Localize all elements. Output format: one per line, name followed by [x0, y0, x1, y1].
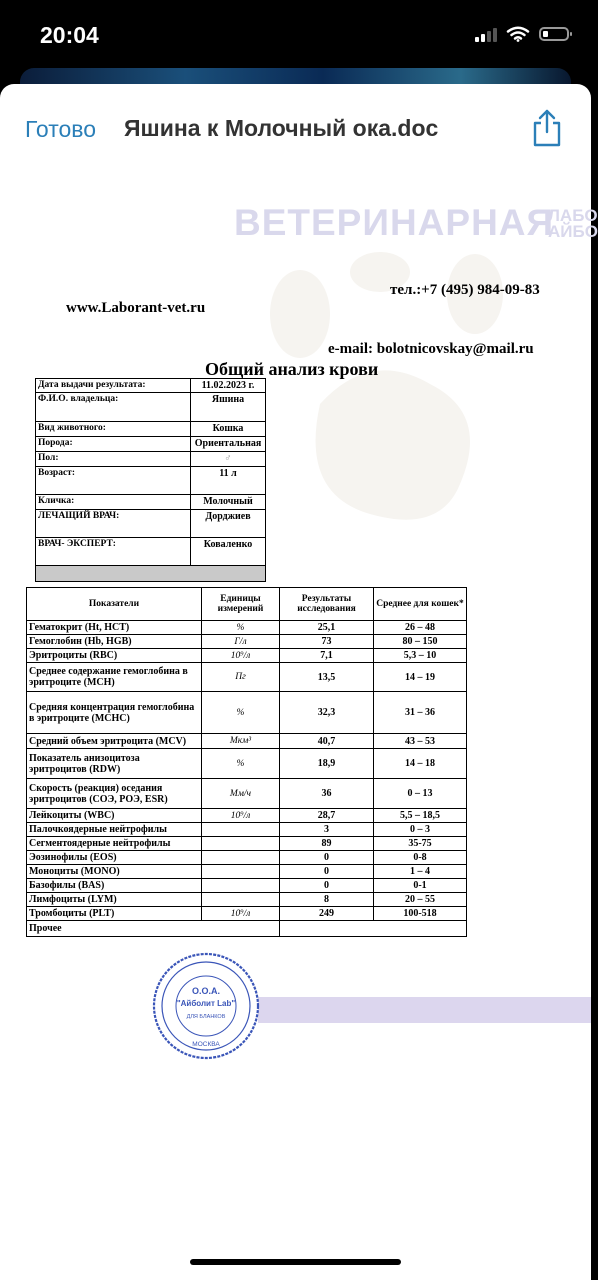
status-time: 20:04	[40, 22, 99, 48]
watermark-lab-side: ЛАБО АЙБО	[548, 206, 598, 241]
watermark-lab-name: ВЕТЕРИНАРНАЯ	[234, 202, 555, 243]
table-row: Средний объем эритроцита (MCV) Мкм³ 40,7 43 – 53	[27, 734, 467, 749]
table-row: Эритроциты (RBC) 10⁹/л 7,1 5,3 – 10	[27, 649, 467, 663]
lab-phone: тел.:+7 (495) 984-09-83	[390, 282, 540, 298]
stamp-org-name: "Айболит Lab"	[176, 999, 236, 1008]
info-value: Ориентальная	[191, 437, 266, 452]
cellular-signal-icon	[475, 26, 497, 42]
document-viewer-sheet	[0, 84, 598, 1280]
info-value: Коваленко	[191, 538, 266, 566]
done-button[interactable]: Готово	[25, 116, 97, 142]
table-row: Базофилы (BAS) 0 0-1	[27, 879, 467, 893]
info-row	[36, 422, 266, 437]
info-row	[36, 510, 266, 538]
viewer-navbar	[0, 84, 591, 174]
info-label: Кличка:	[36, 495, 191, 510]
table-row-other	[27, 921, 467, 937]
header-results: Результаты исследования	[280, 588, 374, 621]
info-label: Возраст:	[36, 467, 191, 495]
home-indicator[interactable]	[190, 1259, 401, 1265]
table-row: Показатель анизоцитоза эритроцитов (RDW) % 18,9 14 – 18	[27, 749, 467, 779]
table-row: Лимфоциты (LYM) 8 20 – 55	[27, 893, 467, 907]
document-title: Яшина к Молочный ока.doc	[124, 115, 439, 141]
info-row	[36, 467, 266, 495]
table-row: Эозинофилы (EOS) 0 0-8	[27, 851, 467, 865]
stamp-subtitle: ДЛЯ БЛАНКОВ	[186, 1014, 226, 1020]
share-button[interactable]	[530, 108, 564, 148]
patient-info-table	[35, 378, 266, 582]
info-value: 11 л	[191, 467, 266, 495]
lab-email: e-mail: bolotnicovskay@mail.ru	[328, 341, 534, 357]
info-row	[36, 452, 266, 467]
info-value: ♂	[191, 452, 266, 467]
status-bar	[0, 0, 591, 70]
other-label: Прочее	[27, 921, 280, 937]
status-icons	[475, 26, 569, 42]
lab-website: www.Laborant-vet.ru	[66, 300, 206, 316]
info-label: Пол:	[36, 452, 191, 467]
info-value: Яшина	[191, 393, 266, 422]
info-value: Молочный	[191, 495, 266, 510]
header-units: Единицы измерений	[202, 588, 280, 621]
info-row	[36, 437, 266, 452]
table-row: Среднее содержание гемоглобина в эритроците (MCH) Пг 13,5 14 – 19	[27, 663, 467, 692]
info-value: Кошка	[191, 422, 266, 437]
table-row: Тромбоциты (PLT) 10⁹/л 249 100-518	[27, 907, 467, 921]
table-row: Лейкоциты (WBC) 10⁹/л 28,7 5,5 – 18,5	[27, 809, 467, 823]
blood-test-table	[26, 587, 467, 937]
stamp-city: МОСКВА	[192, 1041, 220, 1048]
info-label: ЛЕЧАЩИЙ ВРАЧ:	[36, 510, 191, 538]
battery-icon	[539, 27, 569, 41]
info-row	[36, 393, 266, 422]
share-icon	[530, 108, 564, 148]
table-row: Гемоглобин (Hb, HGB) Г/л 73 80 – 150	[27, 635, 467, 649]
header-indicator: Показатели	[27, 588, 202, 621]
info-label: ВРАЧ- ЭКСПЕРТ:	[36, 538, 191, 566]
table-row: Средняя концентрация гемоглобина в эритроците (MCHC) % 32,3 31 – 36	[27, 692, 467, 734]
lab-stamp	[150, 950, 262, 1062]
info-label: Порода:	[36, 437, 191, 452]
table-row: Палочкоядерные нейтрофилы 3 0 – 3	[27, 823, 467, 837]
info-row	[36, 379, 266, 393]
header-norm: Среднее для кошек*	[374, 588, 467, 621]
info-label: Ф.И.О. владельца:	[36, 393, 191, 422]
wifi-icon	[507, 26, 529, 42]
stamp-org-abbrev: О.О.А.	[191, 986, 221, 996]
table-row: Сегментоядерные нейтрофилы 89 35-75	[27, 837, 467, 851]
info-label: Вид животного:	[36, 422, 191, 437]
table-row: Скорость (реакция) оседания эритроцитов (СОЭ, РОЭ, ESR) Мм/ч 36 0 – 13	[27, 779, 467, 809]
table-row: Гематокрит (Ht, HCT) % 25,1 26 – 48	[27, 621, 467, 635]
watermark-purple-band	[258, 997, 591, 1023]
table-row: Моноциты (MONO) 0 1 – 4	[27, 865, 467, 879]
info-grey-row	[36, 566, 266, 582]
info-row	[36, 538, 266, 566]
info-label: Дата выдачи результата:	[36, 379, 191, 393]
info-value: 11.02.2023 г.	[191, 379, 266, 393]
table-header-row	[27, 588, 467, 621]
analysis-title: Общий анализ крови	[205, 359, 379, 379]
info-row	[36, 495, 266, 510]
info-value: Дорджиев	[191, 510, 266, 538]
